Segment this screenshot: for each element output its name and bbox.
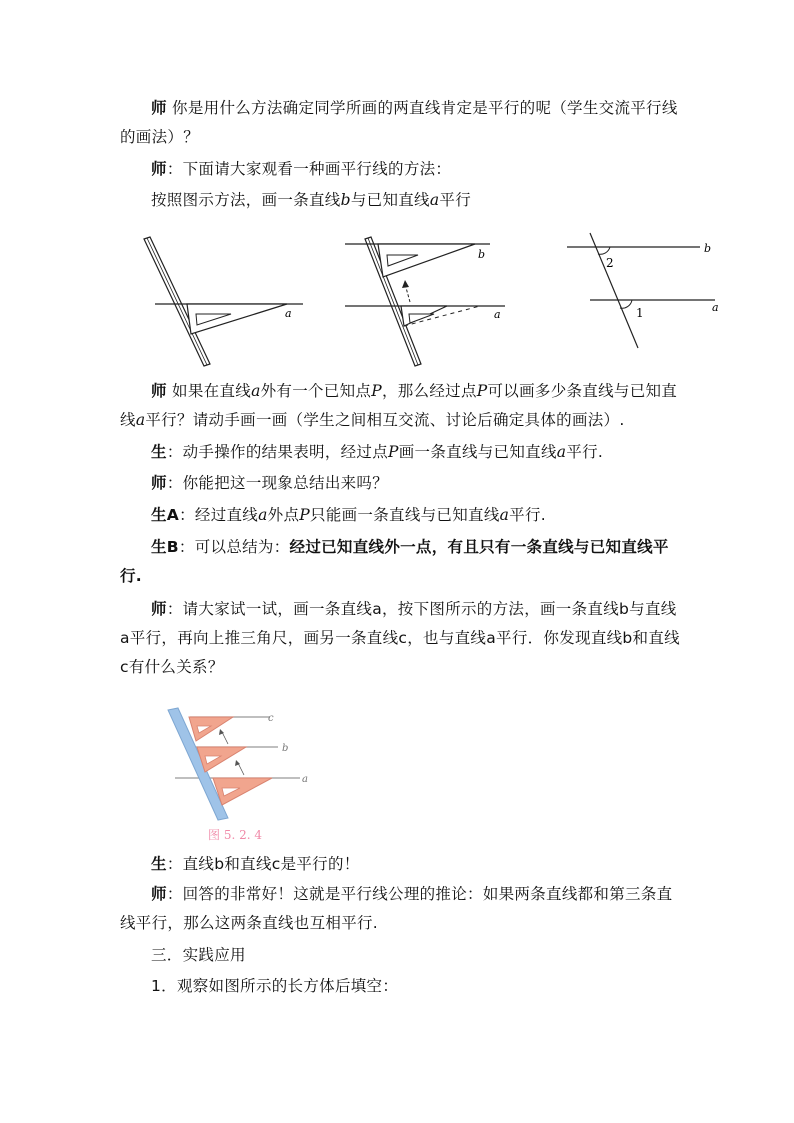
label-a: a	[285, 307, 292, 320]
speaker-label: 师	[151, 885, 167, 903]
exercise-text: 1．观察如图所示的长方体后填空：	[151, 977, 399, 995]
var-p: P	[388, 443, 399, 461]
speaker-label: 生	[151, 443, 167, 461]
text-run: 平行	[439, 191, 472, 209]
label-b: b	[282, 743, 289, 754]
triangle-middle	[197, 747, 246, 772]
speaker-label: 师	[151, 99, 167, 117]
label-b: b	[704, 242, 712, 255]
transversal	[590, 233, 638, 348]
var-b: b	[340, 191, 351, 209]
paragraph-3	[120, 186, 680, 215]
paragraph-text: ：你能把这一现象总结出来吗？	[166, 474, 389, 492]
paragraph-1	[120, 94, 680, 152]
text-run: 外有一个已知点	[260, 382, 372, 400]
text-run: 如果在直线	[172, 382, 252, 400]
var-a: a	[258, 506, 268, 524]
exercise-1	[120, 972, 680, 1001]
triangle-top	[189, 717, 233, 741]
var-a: a	[251, 382, 261, 400]
panel-1	[144, 237, 303, 366]
label-a: a	[712, 301, 719, 314]
speaker-label: 生	[151, 855, 167, 873]
paragraph-8	[120, 533, 680, 591]
label-a: a	[494, 308, 501, 321]
text-run: 平行？请动手画一画（学生之间相互交流、讨论后确定具体的画法）.	[145, 411, 625, 429]
arrow-head	[402, 280, 409, 288]
speaker-label: 师	[151, 474, 167, 492]
text-run: 画一条直线与已知直线	[398, 443, 557, 461]
paragraph-text: ：下面请大家观看一种画平行线的方法：	[166, 160, 452, 178]
speaker-label: 生B	[151, 538, 179, 556]
text-run: 按照图示方法，画一条直线	[151, 191, 341, 209]
paragraph-7	[120, 501, 680, 530]
paragraph-5	[120, 438, 680, 467]
paragraph-4	[120, 377, 680, 435]
text-run: 平行.	[566, 443, 604, 461]
var-a: a	[556, 443, 567, 461]
section-heading	[120, 941, 680, 970]
paragraph-text: ：请大家试一试，画一条直线a，按下图所示的方法，画一条直线b与直线a平行，再向上推三角尺，画另一条直线c，也与直线a平行．你发现直线b和直线c有什么关系？	[120, 600, 680, 676]
speaker-label: 师	[151, 600, 167, 618]
var-a: a	[429, 191, 440, 209]
label-c: c	[268, 713, 274, 724]
text-run: ：动手操作的结果表明，经过点	[166, 443, 389, 461]
paragraph-text: 你是用什么方法确定同学所画的两直线肯定是平行的呢（学生交流平行线的画法）？	[120, 99, 678, 146]
paragraph-2	[120, 155, 680, 184]
angle-1-arc	[620, 300, 632, 308]
paragraph-6	[120, 469, 680, 498]
text-run: 与已知直线	[350, 191, 430, 209]
text-run: ，那么经过点	[381, 382, 477, 400]
triangle-bottom	[213, 778, 272, 805]
label-b: b	[478, 248, 486, 261]
text-run: ：可以总结为：	[178, 538, 290, 556]
var-p: P	[371, 382, 382, 400]
var-a: a	[499, 506, 510, 524]
push-arrow	[222, 732, 228, 744]
var-p: P	[299, 506, 311, 524]
ruler-edge	[147, 238, 207, 365]
angle-2-label: 2	[606, 256, 614, 270]
panel-2	[345, 237, 505, 366]
text-run: 外点	[267, 506, 300, 524]
panel-3	[567, 233, 719, 348]
angle-1-label: 1	[636, 306, 644, 320]
three-parallel-lines-figure	[160, 700, 320, 850]
theorem-text: 经过已知直线外一点，有且只有一条直线与已知直线平行.	[120, 538, 669, 585]
var-p: P	[476, 382, 488, 400]
speaker-label: 师	[151, 382, 167, 400]
var-a: a	[135, 411, 146, 429]
text-run: 平行.	[509, 506, 546, 524]
label-a: a	[302, 774, 308, 785]
text-run: 只能画一条直线与已知直线	[310, 506, 500, 524]
angle-2-arc	[598, 247, 610, 254]
speaker-label: 生A	[151, 506, 180, 524]
text-run: 可以画多少条直线与已知直线	[120, 382, 678, 429]
heading-text: 三．实践应用	[151, 946, 246, 964]
speaker-label: 师	[151, 160, 167, 178]
parallel-line-construction-figure	[120, 222, 740, 372]
paragraph-9	[120, 595, 680, 682]
paragraph-text: ：直线b和直线c是平行的！	[166, 855, 360, 873]
push-arrow	[238, 763, 244, 775]
text-run: ：经过直线	[179, 506, 259, 524]
paragraph-11	[120, 880, 680, 938]
paragraph-text: ：回答的非常好！这就是平行线公理的推论：如果两条直线都和第三条直线平行，那么这两条直线也互相平行.	[120, 885, 673, 932]
figure-caption: 图 5. 2. 4	[208, 828, 262, 842]
paragraph-10	[120, 850, 680, 879]
